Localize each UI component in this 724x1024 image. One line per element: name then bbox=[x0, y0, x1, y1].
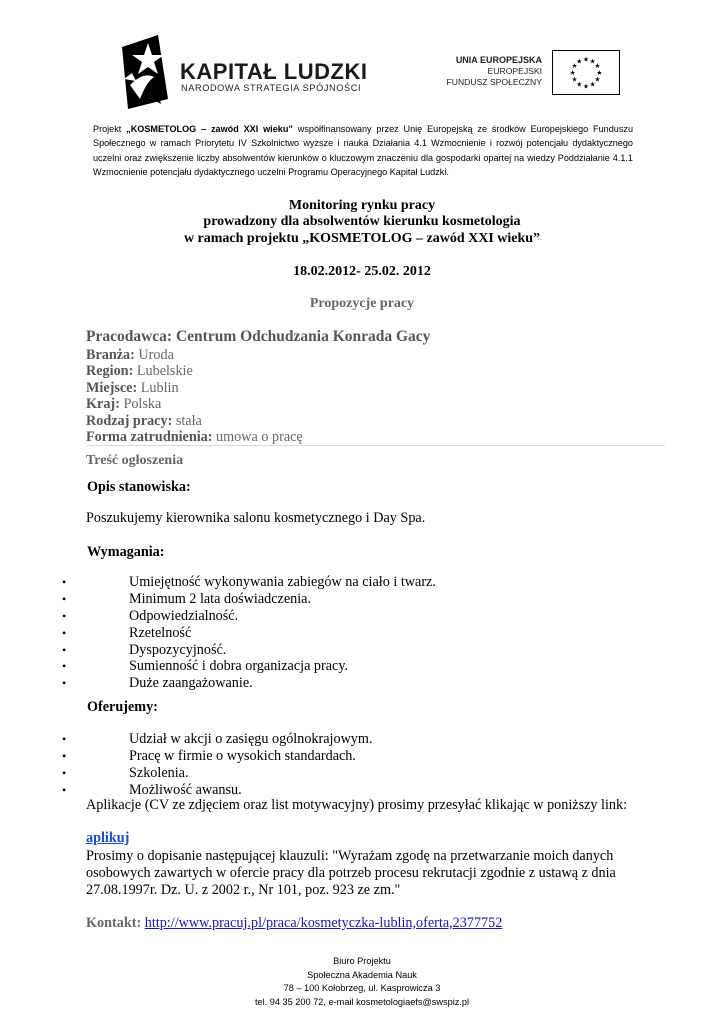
job-description-text: Poszukujemy kierownika salonu kosmetycznego i Day Spa. bbox=[86, 510, 426, 526]
list-item-text: Sumienność i dobra organizacja pracy. bbox=[129, 658, 349, 675]
page-title-line-2: prowadzony dla absolwentów kierunku kosmetologia bbox=[203, 214, 521, 229]
apply-intro: Aplikacje (CV ze zdjęciem oraz list motywacyjny) prosimy przesyłać klikając w poniższy link: bbox=[86, 797, 628, 813]
field-label: Region: bbox=[86, 363, 134, 379]
bullet-icon: • bbox=[62, 659, 67, 674]
project-note-prefix: Projekt bbox=[93, 124, 127, 134]
svg-text:★: ★ bbox=[569, 68, 576, 77]
bullet-icon: • bbox=[62, 732, 67, 746]
bullet-icon: • bbox=[62, 575, 67, 589]
list-item-text: Dyspozycyjność. bbox=[129, 641, 227, 658]
benefits-heading: Oferujemy: bbox=[87, 699, 158, 715]
field-branza bbox=[86, 347, 174, 364]
logo-title: KAPITAŁ LUDZKI bbox=[180, 59, 368, 84]
logo-subtitle: NARODOWA STRATEGIA SPÓJNOŚCI bbox=[181, 83, 362, 93]
field-label: Miejsce: bbox=[86, 380, 138, 396]
field-value: umowa o pracę bbox=[212, 429, 303, 445]
field-kraj bbox=[86, 396, 161, 413]
list-item-text: Duże zaangażowanie. bbox=[129, 675, 253, 692]
footer-line-2: Społeczna Akademia Nauk bbox=[307, 969, 417, 980]
svg-text:★: ★ bbox=[596, 68, 603, 77]
footer-line-1: Biuro Projektu bbox=[333, 956, 391, 966]
svg-text:★: ★ bbox=[594, 62, 601, 71]
footer-line-3: 78 – 100 Kołobrzeg, ul. Kasprowicza 3 bbox=[283, 983, 441, 993]
eu-label bbox=[400, 55, 542, 88]
svg-text:★: ★ bbox=[589, 80, 596, 89]
apply-link[interactable]: aplikuj bbox=[86, 830, 130, 846]
list-item-text: Możliwość awansu. bbox=[129, 781, 242, 798]
list-item-text: Szkolenia. bbox=[129, 764, 189, 781]
contact-label: Kontakt: bbox=[86, 915, 142, 931]
svg-text:★: ★ bbox=[583, 55, 589, 64]
svg-text:★: ★ bbox=[576, 57, 583, 66]
list-item-text: Umiejętność wykonywania zabiegów na ciało i twarz. bbox=[129, 574, 436, 590]
field-rodzaj-pracy bbox=[86, 413, 202, 430]
svg-text:★: ★ bbox=[571, 75, 578, 84]
page-title-line-1: Monitoring rynku pracy bbox=[288, 198, 436, 213]
bullet-icon: • bbox=[62, 642, 67, 657]
list-item-text: Rzetelność bbox=[129, 624, 192, 641]
consent-clause: Prosimy o dopisanie następującej klauzuli: "Wyrażam zgodę na przetwarzanie moich danych osobowych zawartych w ofercie pracy dla potrzeb procesu rekrutacji zgodnie z ustawą z dnia 27.08.1997r. Dz. U. z 2002 r., Nr 101, poz. 923 ze zm." bbox=[86, 848, 616, 898]
bullet-icon: • bbox=[62, 676, 67, 691]
date-range: 18.02.2012- 25.02. 2012 bbox=[293, 264, 431, 279]
bullet-icon: • bbox=[62, 591, 67, 606]
list-item-text: Udział w akcji o zasięgu ogólnokrajowym. bbox=[129, 731, 373, 747]
eu-flag-icon bbox=[552, 50, 620, 95]
requirements-heading: Wymagania: bbox=[87, 544, 165, 560]
field-label: Rodzaj pracy: bbox=[86, 413, 173, 429]
divider bbox=[86, 445, 665, 446]
contact bbox=[86, 915, 502, 932]
bullet-icon: • bbox=[62, 782, 67, 797]
svg-text:★: ★ bbox=[594, 75, 601, 84]
footer-line-4: tel. 94 35 200 72, e-mail kosmetologiaefs@swspiz.pl bbox=[254, 996, 470, 1007]
footer bbox=[0, 955, 724, 1009]
job-description-heading: Opis stanowiska: bbox=[87, 479, 191, 495]
contact-url-link[interactable]: http://www.pracuj.pl/praca/kosmetyczka-lublin,oferta,2377752 bbox=[144, 915, 503, 931]
field-value: stała bbox=[172, 413, 202, 429]
svg-text:★: ★ bbox=[576, 80, 583, 89]
list-item-text: Minimum 2 lata doświadczenia. bbox=[129, 590, 312, 607]
project-note bbox=[93, 122, 633, 179]
ad-content-heading: Treść ogłoszenia bbox=[86, 453, 184, 468]
field-value: Polska bbox=[119, 396, 162, 412]
field-miejsce bbox=[86, 380, 179, 397]
eu-line-3: FUNDUSZ SPOŁECZNY bbox=[446, 77, 542, 87]
svg-text:★: ★ bbox=[583, 82, 589, 91]
project-name: „KOSMETOLOG – zawód XXI wieku” bbox=[126, 124, 293, 134]
employer: Pracodawca: Centrum Odchudzania Konrada Gacy bbox=[86, 328, 431, 345]
list-item-text: Odpowiedzialność. bbox=[129, 607, 239, 624]
field-value: Lublin bbox=[137, 380, 179, 396]
svg-text:★: ★ bbox=[571, 62, 578, 71]
eu-line-1: UNIA EUROPEJSKA bbox=[455, 55, 542, 65]
list-item-text: Pracę w firmie o wysokich standardach. bbox=[129, 747, 356, 764]
bullet-icon: • bbox=[62, 765, 67, 780]
field-label: Forma zatrudnienia: bbox=[86, 429, 213, 445]
bullet-icon: • bbox=[62, 608, 67, 623]
field-label: Branża: bbox=[86, 347, 135, 363]
page-title-line-3: w ramach projektu „KOSMETOLOG – zawód XXI wieku” bbox=[183, 231, 541, 246]
field-forma-zatrudnienia bbox=[86, 429, 303, 446]
eu-line-2: EUROPEJSKI bbox=[487, 66, 542, 76]
field-value: Lubelskie bbox=[133, 363, 193, 379]
bullet-icon: • bbox=[62, 748, 67, 763]
field-region bbox=[86, 363, 193, 380]
bullet-icon: • bbox=[62, 625, 67, 640]
field-value: Uroda bbox=[134, 347, 174, 363]
offers-heading: Propozycje pracy bbox=[309, 296, 415, 311]
svg-text:★: ★ bbox=[589, 57, 596, 66]
field-label: Kraj: bbox=[86, 396, 120, 412]
project-note-text: współfinansowany przez Unię Europejską ze środków Europejskiego Funduszu Społecznego w ramach Priorytetu IV Szkolnictwo wyższe i nauka Działania 4.1 Wzmocnienie i rozwój potencjału dydaktycznego uczelni oraz zwiększenie liczby absolwentów kierunków o kluczowym znaczeniu dla gospodarki opartej na wiedzy Poddziałanie 4.1.1 Wzmocnienie potencjału dydaktycznego uczelni Programu Operacyjnego Kapitał Ludzki. bbox=[93, 124, 633, 177]
